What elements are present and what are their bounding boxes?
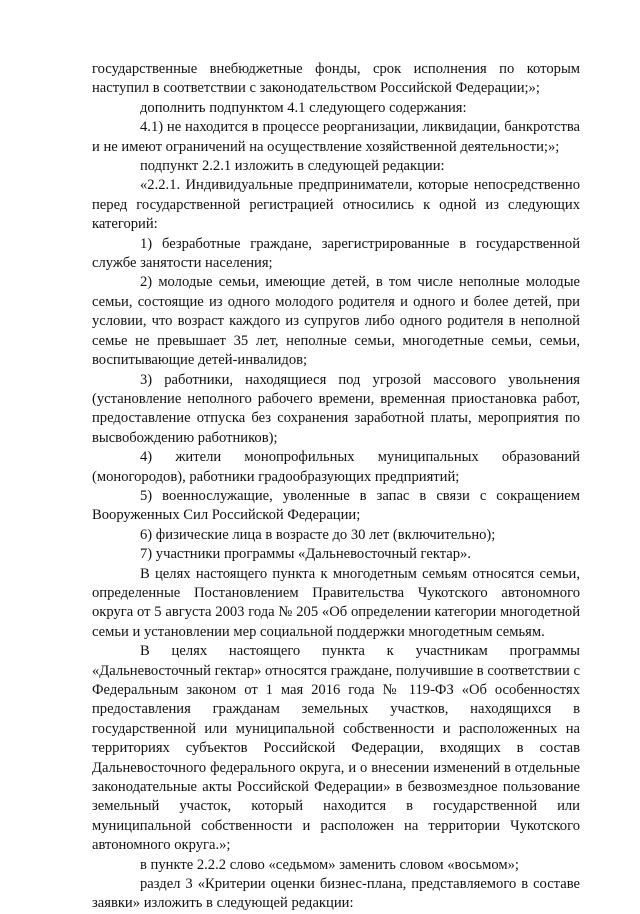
paragraph: «2.2.1. Индивидуальные предприниматели, которые непосредственно перед государственной регистрацией относились к одной из следующих категорий:: [92, 177, 580, 233]
list-item: 6) физические лица в возрасте до 30 лет (включительно);: [140, 526, 496, 543]
paragraph: в пункте 2.2.2 слово «седьмом» заменить словом «восьмом»;: [140, 856, 519, 873]
paragraph: подпункт 2.2.1 изложить в следующей редакции:: [140, 158, 445, 175]
list-item: 3) работники, находящиеся под угрозой массового увольнения (установление неполного рабочего времени, временная приостановка работ, предоставление отпуска без сохранения заработной платы, мероприятия по высвобождению работников);: [92, 371, 580, 446]
list-item: 4) жители монопрофильных муниципальных образований (моногородов), работники градообразующих предприятий;: [92, 449, 580, 485]
paragraph: В целях настоящего пункта к многодетным семьям относятся семьи, определенные Постановлением Правительства Чукотского автономного округа от 5 августа 2003 года № 205 «Об определении категории многодетной семьи и установлении мер социальной поддержки многодетным семьям.: [92, 565, 580, 640]
paragraph: государственные внебюджетные фонды, срок исполнения по которым наступил в соответствии с законодательством Российской Федерации;»;: [92, 61, 580, 97]
list-item: 5) военнослужащие, уволенные в запас в связи с сокращением Вооруженных Сил Российской Федерации;: [92, 487, 580, 524]
paragraph: 4.1) не находится в процессе реорганизации, ликвидации, банкротства и не имеют ограничений на осуществление хозяйственной деятельности;»;: [92, 119, 580, 155]
document-page: [92, 60, 580, 914]
paragraph: раздел 3 «Критерии оценки бизнес-плана, представляемого в составе заявки» изложить в следующей редакции:: [92, 876, 580, 912]
list-item: 1) безработные граждане, зарегистрированные в государственной службе занятости населения;: [92, 235, 580, 272]
list-item: 7) участники программы «Дальневосточный гектар».: [140, 546, 472, 563]
list-item: 2) молодые семьи, имеющие детей, в том числе неполные молодые семьи, состоящие из одного молодого родителя и одного и более детей, при условии, что возраст каждого из супругов либо одного родителя в неполной семье не превышает 35 лет, неполные семьи, многодетные семьи, семьи, воспитывающие детей-инвалидов;: [92, 274, 580, 369]
paragraph: В целях настоящего пункта к участникам программы «Дальневосточный гектар» относятся граждане, получившие в соответствии с Федеральным законом от 1 мая 2016 года № 119-ФЗ «Об особенностях предоставления гражданам земельных участков, находящихся в государственной или муниципальной собственности и расположенных на территориях субъектов Российской Федерации, входящих в состав Дальневосточного федерального округа, и о внесении изменений в отдельные законодательные акты Российской Федерации» в безвозмездное пользование земельный участок, который находится в государственной или муниципальной собственности и расположен на территории Чукотского автономного округа.»;: [92, 643, 580, 854]
paragraph: дополнить подпунктом 4.1 следующего содержания:: [140, 99, 467, 116]
